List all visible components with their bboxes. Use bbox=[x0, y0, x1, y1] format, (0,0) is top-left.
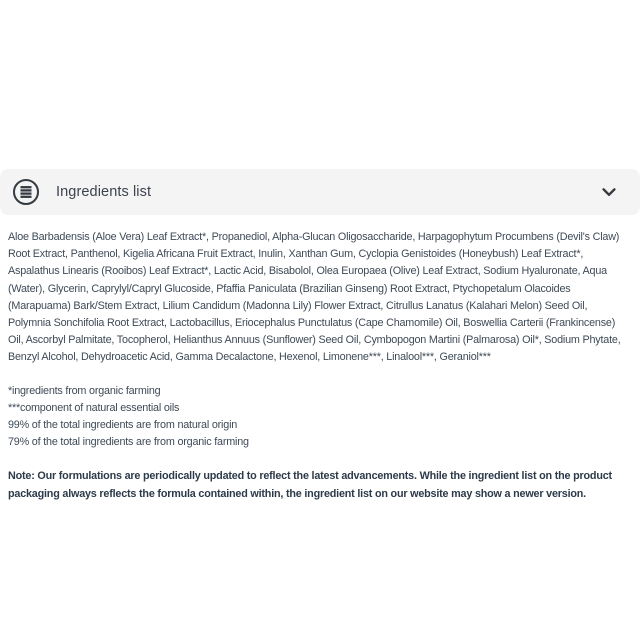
ingredients-text: Aloe Barbadensis (Aloe Vera) Leaf Extract*, Propanediol, Alpha-Glucan Oligosaccharide, Harpagophytum Procumbens (Devil's Claw) Root Extract, Panthenol, Kigelia Africana Fruit Extract, Inulin, Xanthan Gum, Cyclopia Genistoides (Honeybush) Leaf Extract*, Aspalathus Linearis (Rooibos) Leaf Extract*, Lactic Acid, Bisabolol, Olea Europaea (Olive) Leaf Extract, Sodium Hyaluronate, Aqua (Water), Glycerin, Caprylyl/Capryl Glucoside, Pfaffia Paniculata (Brazilian Ginseng) Root Extract, Ptychopetalum Olacoides (Marapuama) Bark/Stem Extract, Lilium Candidum (Madonna Lily) Flower Extract, Citrullus Lanatus (Kalahari Melon) Seed Oil, Polymnia Sonchifolia Root Extract, Lactobacillus, Eriocephalus Punctulatus (Cape Chamomile) Oil, Boswellia Carterii (Frankincense) Oil, Ascorbyl Palmitate, Tocopherol, Helianthus Annuus (Sunflower) Seed Oil, Cymbopogon Martini (Palmarosa) Oil*, Sodium Phytate, Benzyl Alcohol, Dehydroacetic Acid, Gamma Decalactone, Hexenol, Limonene***, Linalool***, Geraniol*** bbox=[8, 231, 621, 364]
footnote-natural-origin-percent: 99% of the total ingredients are from natural origin bbox=[8, 419, 238, 432]
footnote-organic-farming-percent: 79% of the total ingredients are from organic farming bbox=[8, 436, 249, 449]
ingredients-accordion-body bbox=[0, 229, 640, 503]
ingredients-accordion-header[interactable] bbox=[0, 169, 640, 215]
chevron-down-icon[interactable] bbox=[602, 188, 616, 197]
footnote-essential-oils: ***component of natural essential oils bbox=[8, 401, 180, 414]
formulation-note: Note: Our formulations are periodically updated to reflect the latest advancements. While the ingredient list on the product packaging always reflects the formula contained within, the ingredient list on our website may show a newer version. bbox=[8, 470, 612, 500]
footnote-organic-farming: *ingredients from organic farming bbox=[8, 384, 161, 397]
accordion-title: Ingredients list bbox=[56, 184, 152, 200]
ingredients-list-icon bbox=[12, 178, 40, 206]
ingredients-section bbox=[0, 169, 640, 503]
footnotes bbox=[8, 383, 632, 452]
